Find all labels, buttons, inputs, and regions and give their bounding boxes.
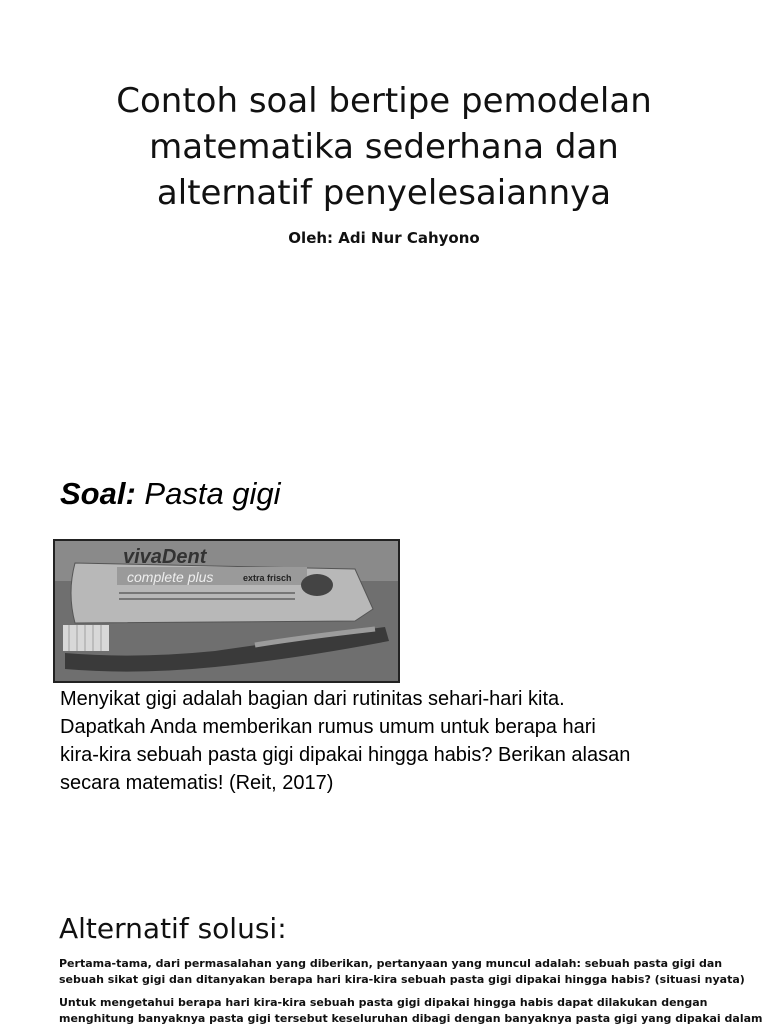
- paragraph-line: Untuk mengetahui berapa hari kira-kira sebuah pasta gigi dipakai hingga habis dapat dilakukan dengan: [59, 996, 708, 1009]
- title-line: Contoh soal bertipe pemodelan: [116, 81, 652, 121]
- tube-logo: [301, 574, 333, 596]
- question-line: Menyikat gigi adalah bagian dari rutinitas sehari-hari kita.: [60, 688, 565, 710]
- toothpaste-illustration: [55, 541, 398, 681]
- problem-slide: [0, 440, 768, 840]
- paragraph-line: Pertama-tama, dari permasalahan yang diberikan, pertanyaan yang muncul adalah: sebuah pasta gigi dan: [59, 957, 723, 970]
- question-line: kira-kira sebuah pasta gigi dipakai hingga habis? Berikan alasan: [60, 744, 631, 766]
- toothbrush-bristles: [63, 625, 109, 651]
- title-slide: [0, 0, 768, 440]
- question-line: secara matematis! (Reit, 2017): [60, 772, 334, 794]
- problem-heading-value: Pasta gigi: [135, 476, 281, 511]
- paragraph-line: sebuah sikat gigi dan ditanyakan berapa hari kira-kira sebuah pasta gigi dipakai hingga habis? (situasi nyata): [59, 973, 745, 986]
- question-line: Dapatkah Anda memberikan rumus umum untuk berapa hari: [60, 716, 596, 738]
- tube-brand: vivaDent: [123, 546, 207, 568]
- title-line: alternatif penyelesaiannya: [156, 173, 612, 213]
- solution-heading: Alternatif solusi:: [59, 912, 287, 945]
- title-line: matematika sederhana dan: [149, 127, 619, 167]
- paragraph-line: menghitung banyaknya pasta gigi tersebut keseluruhan dibagi dengan banyaknya pasta gigi yang dipakai dalam: [59, 1012, 763, 1025]
- solution-paragraph-2: [59, 995, 763, 1027]
- problem-heading-label: Soal:: [60, 476, 136, 511]
- tube-product: complete plus: [127, 569, 214, 585]
- problem-heading: [60, 476, 281, 512]
- toothpaste-photo: [53, 539, 400, 683]
- author-line: Oleh: Adi Nur Cahyono: [288, 229, 480, 247]
- slide-title: [0, 78, 768, 216]
- tube-variant: extra frisch: [243, 573, 292, 583]
- solution-paragraph-1: [59, 956, 759, 988]
- problem-question: [60, 685, 750, 797]
- solution-slide: [0, 900, 768, 1024]
